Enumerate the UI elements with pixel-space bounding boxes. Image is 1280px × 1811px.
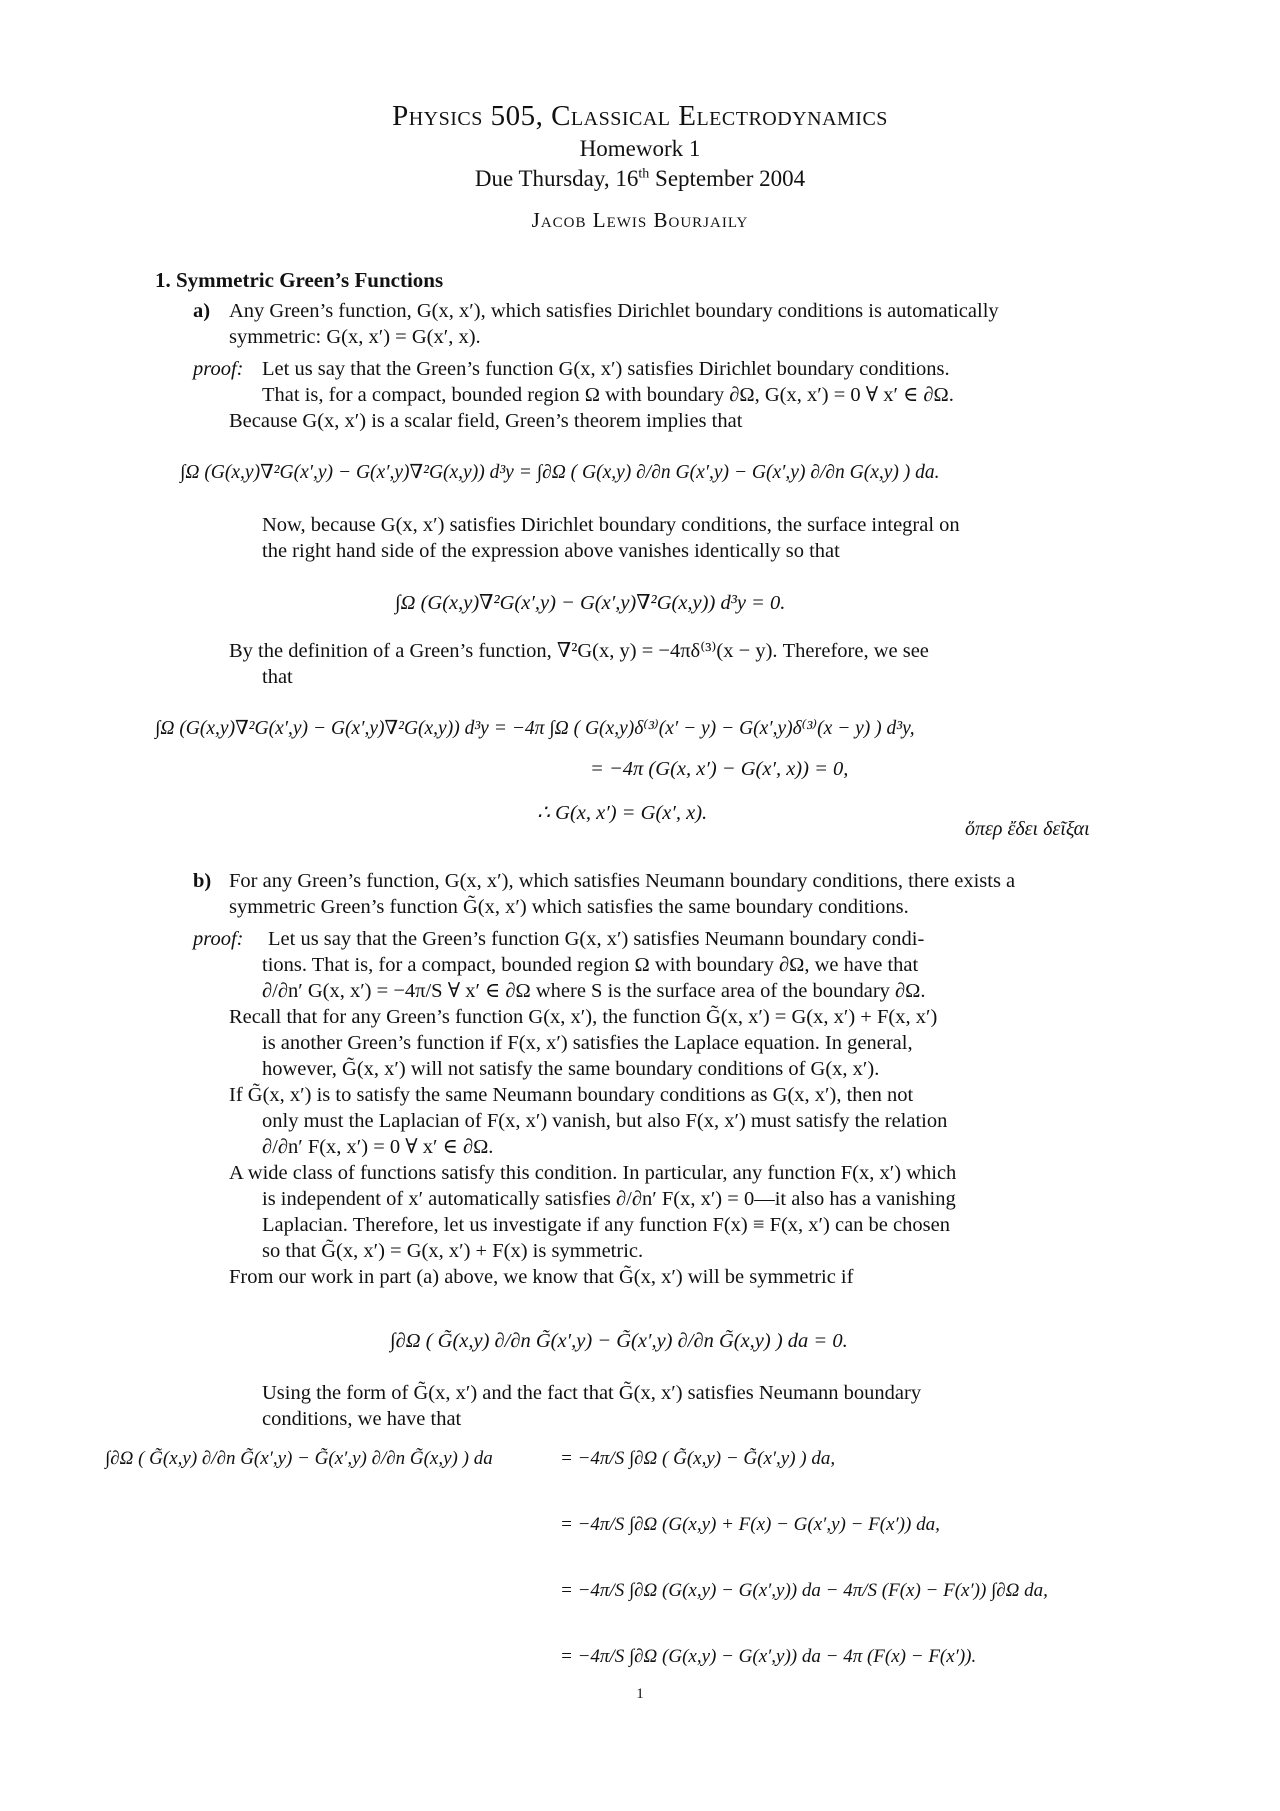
part-b-proof-line-4: Recall that for any Green’s function G(x, x′), the function G̃(x, x′) = G(x, x′) + F(x, x′): [229, 1006, 938, 1028]
part-b-proof-line-14: From our work in part (a) above, we know that G̃(x, x′) will be symmetric if: [229, 1266, 854, 1288]
equation-volume-integral-zero: ∫Ω (G(x,y)∇²G(x′,y) − G(x′,y)∇²G(x,y)) d³y = 0.: [395, 592, 786, 614]
qed-mark: ὅπερ ἔδει δεῖξαι: [965, 818, 1090, 840]
part-b-proof-line-7: If G̃(x, x′) is to satisfy the same Neumann boundary conditions as G(x, x′), then not: [229, 1084, 914, 1106]
part-b-statement-line-1: For any Green’s function, G(x, x′), which satisfies Neumann boundary conditions, there exists a: [229, 870, 1016, 892]
part-b-proof-line-9: ∂/∂n′ F(x, x′) = 0 ∀ x′ ∈ ∂Ω.: [262, 1136, 494, 1158]
equation-neumann-step-3: = −4π/S ∫∂Ω (G(x,y) − G(x′,y)) da − 4π/S (F(x) − F(x′)) ∫∂Ω da,: [560, 1580, 1048, 1601]
part-b-proof-line-8: only must the Laplacian of F(x, x′) vanish, but also F(x, x′) must satisfy the relation: [262, 1110, 948, 1132]
part-b-proof-line-1: Let us say that the Green’s function G(x, x′) satisfies Neumann boundary condi-: [268, 928, 925, 950]
equation-delta-substitution: ∫Ω (G(x,y)∇²G(x′,y) − G(x′,y)∇²G(x,y)) d³y = −4π ∫Ω ( G(x,y)δ⁽³⁾(x′ − y) − G(x′,y)δ⁽³⁾(x − y) ) d³y,: [155, 718, 915, 739]
equation-neumann-step-1: = −4π/S ∫∂Ω ( G̃(x,y) − G̃(x′,y) ) da,: [560, 1448, 836, 1469]
part-b-proof-line-11: is independent of x′ automatically satisfies ∂/∂n′ F(x, x′) = 0—it also has a vanishing: [262, 1188, 956, 1210]
part-a-statement-line-2: symmetric: G(x, x′) = G(x′, x).: [229, 326, 481, 348]
equation-symmetry-condition: ∫∂Ω ( G̃(x,y) ∂/∂n G̃(x′,y) − G̃(x′,y) ∂/∂n G̃(x,y) ) da = 0.: [390, 1330, 848, 1352]
equation-symmetry-conclusion: ∴ G(x, x′) = G(x′, x).: [537, 802, 708, 824]
part-a-label: a): [193, 300, 211, 322]
author-name: Jacob Lewis Bourjaily: [531, 208, 749, 232]
part-a-proof-line-6: By the definition of a Green’s function, ∇²G(x, y) = −4πδ⁽³⁾(x − y). Therefore, we see: [229, 640, 929, 662]
equation-neumann-step-2: = −4π/S ∫∂Ω (G(x,y) + F(x) − G(x′,y) − F(x′)) da,: [560, 1514, 940, 1535]
part-b-proof-line-12: Laplacian. Therefore, let us investigate if any function F(x) ≡ F(x, x′) can be chosen: [262, 1214, 950, 1236]
part-a-statement-line-1: Any Green’s function, G(x, x′), which satisfies Dirichlet boundary conditions is automatically: [229, 300, 999, 322]
part-b-proof-line-2: tions. That is, for a compact, bounded region Ω with boundary ∂Ω, we have that: [262, 954, 919, 976]
part-b-proof-line-5: is another Green’s function if F(x, x′) satisfies the Laplace equation. In general,: [262, 1032, 913, 1054]
problem-heading: 1. Symmetric Green’s Functions: [155, 268, 444, 292]
equation-delta-result: = −4π (G(x, x′) − G(x′, x)) = 0,: [590, 758, 849, 780]
part-b-proof-line-13: so that G̃(x, x′) = G(x, x′) + F(x) is symmetric.: [262, 1240, 644, 1262]
part-a-proof-line-5: the right hand side of the expression above vanishes identically so that: [262, 540, 840, 562]
part-a-proof-line-3: Because G(x, x′) is a scalar field, Green’s theorem implies that: [229, 410, 743, 432]
part-b-proof-line-10: A wide class of functions satisfy this condition. In particular, any function F(x, x′) which: [229, 1162, 957, 1184]
homework-number: Homework 1: [579, 136, 701, 161]
part-b-statement-line-2: symmetric Green’s function G̃(x, x′) which satisfies the same boundary conditions.: [229, 896, 909, 918]
part-a-proof-line-1: Let us say that the Green’s function G(x, x′) satisfies Dirichlet boundary conditions.: [262, 358, 950, 380]
part-b-proof-line-16: conditions, we have that: [262, 1408, 462, 1430]
part-b-proof-label: proof:: [193, 928, 244, 950]
part-b-proof-line-15: Using the form of G̃(x, x′) and the fact that G̃(x, x′) satisfies Neumann boundary: [262, 1382, 922, 1404]
part-a-proof-line-7: that: [262, 666, 293, 688]
part-a-proof-line-2: That is, for a compact, bounded region Ω with boundary ∂Ω, G(x, x′) = 0 ∀ x′ ∈ ∂Ω.: [262, 384, 954, 406]
equation-neumann-step-4: = −4π/S ∫∂Ω (G(x,y) − G(x′,y)) da − 4π (F(x) − F(x′)).: [560, 1646, 977, 1667]
part-b-proof-line-6: however, G̃(x, x′) will not satisfy the same boundary conditions of G(x, x′).: [262, 1058, 880, 1080]
equation-greens-theorem: ∫Ω (G(x,y)∇²G(x′,y) − G(x′,y)∇²G(x,y)) d³y = ∫∂Ω ( G(x,y) ∂/∂n G(x′,y) − G(x′,y) ∂/∂n G(x,y) ) da.: [180, 462, 940, 483]
part-a-proof-label: proof:: [193, 358, 244, 380]
part-b-label: b): [193, 870, 212, 892]
part-b-proof-line-3: ∂/∂n′ G(x, x′) = −4π/S ∀ x′ ∈ ∂Ω where S is the surface area of the boundary ∂Ω.: [262, 980, 926, 1002]
equation-neumann-lhs: ∫∂Ω ( G̃(x,y) ∂/∂n G̃(x′,y) − G̃(x′,y) ∂/∂n G̃(x,y) ) da: [105, 1448, 493, 1469]
part-a-proof-line-4: Now, because G(x, x′) satisfies Dirichlet boundary conditions, the surface integral on: [262, 514, 960, 536]
due-date: Due Thursday, 16th September 2004: [474, 166, 806, 191]
document-title: Physics 505, Classical Electrodynamics: [392, 100, 888, 132]
page-number: 1: [636, 1686, 644, 1702]
